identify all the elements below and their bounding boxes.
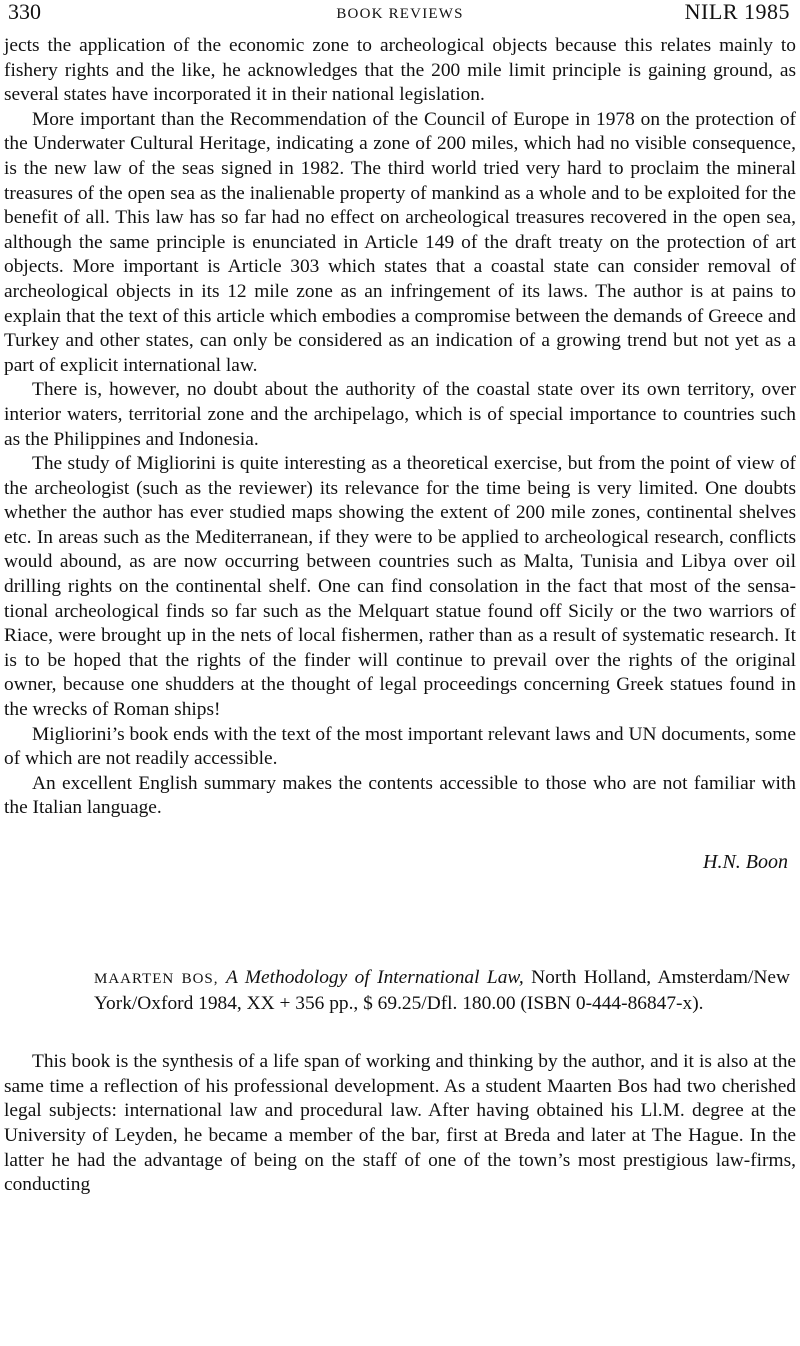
book-details: North Holland, Amsterdam/New York/Oxford 1984, XX + 356 pp., $ 69.25/Dfl. 180.00 (ISBN 0-444-86847-x). xyxy=(94,967,790,1014)
paragraph: This book is the synthesis of a life span of working and thinking by the author, and it is also at the same time a reflection of his professional development. As a student Maarten Bos had two cherished legal subjects: international law and procedural law. After having obtained his Ll.M. degree at the University of Leyden, he became a member of the bar, first at Breda and later at The Hague. In the latter he had the advantage of being on the staff of one of the town’s most prestigious law-firms, conducting xyxy=(4,1051,796,1196)
page-number: 330 xyxy=(8,0,41,24)
running-head xyxy=(4,0,796,34)
paragraph: The study of Migliorini is quite interesting as a theoretical exercise, but from the point of view of the archeologist (such as the reviewer) its relevance for the time being is very limited. One doubts whether the author has ever studied maps showing the extent of 200 mile zones, continental shelves etc. In areas such as the Mediterranean, if they were to be applied to archeological research, conflicts would abound, as are now occurring between countries such as Malta, Tunisia and Libya over oil drilling rights on the continental shelf. One can find consolation in the fact that most of the sensational archeological finds so far such as the Melquart statue found off Sicily or the two warriors of Riace, were brought up in the nets of local fishermen, rather than as a result of systematic research. It is to be hoped that the rights of the finder will continue to prevail over the rights of the original owner, because one shudders at the thought of legal proceedings concerning Greek statues found in the wrecks of Roman ships! xyxy=(4,453,796,721)
book-citation xyxy=(94,966,790,1016)
section-gap xyxy=(4,874,796,966)
review-bos xyxy=(4,1050,796,1198)
section-gap xyxy=(4,1016,796,1050)
paragraph: Migliorini’s book ends with the text of the most important relevant laws and UN documents, some of which are not readily accessible. xyxy=(4,723,796,770)
book-author: MAARTEN BOS, xyxy=(94,971,219,987)
journal-label: NILR 1985 xyxy=(684,0,790,24)
section-title: BOOK REVIEWS xyxy=(336,6,464,22)
paragraph: There is, however, no doubt about the authority of the coastal state over its own territory, over interior waters, territorial zone and the archipelago, which is of special importance to countries such as the Philippines and Indonesia. xyxy=(4,379,796,450)
reviewer-signature: H.N. Boon xyxy=(703,851,788,873)
paragraph: More important than the Recommendation of the Council of Europe in 1978 on the protection of the Underwater Cultural Heritage, indicating a zone of 200 miles, which had no visible consequence, is the new law of the seas signed in 1982. The third world tried very hard to proclaim the mineral treasures of the open sea as the inalienable property of mankind as a whole and to be exploited for the benefit of all. This law has so far had no effect on archeological treasures recovered in the open sea, although the same principle is enunciated in Article 149 of the draft treaty on the protection of art objects. More important is Article 303 which states that a coastal state can consider removal of archeological objects in its 12 mile zone as an infringement of its laws. The author is at pains to explain that the text of this article which embodies a compromise between the demands of Greece and Turkey and other states, can only be considered as an indication of a growing trend but not yet as a part of explicit international law. xyxy=(4,108,796,376)
paragraph: An excellent English summary makes the contents accessible to those who are not familiar with the Italian language. xyxy=(4,772,796,819)
review-migliorini xyxy=(4,34,796,821)
paragraph: jects the application of the economic zone to archeological objects because this relates mainly to fishery rights and the like, he acknowledges that the 200 mile limit principle is gaining ground, as several states have incorporated it in their national legislation. xyxy=(4,35,796,106)
book-title: A Methodology of International Law, xyxy=(225,967,524,988)
